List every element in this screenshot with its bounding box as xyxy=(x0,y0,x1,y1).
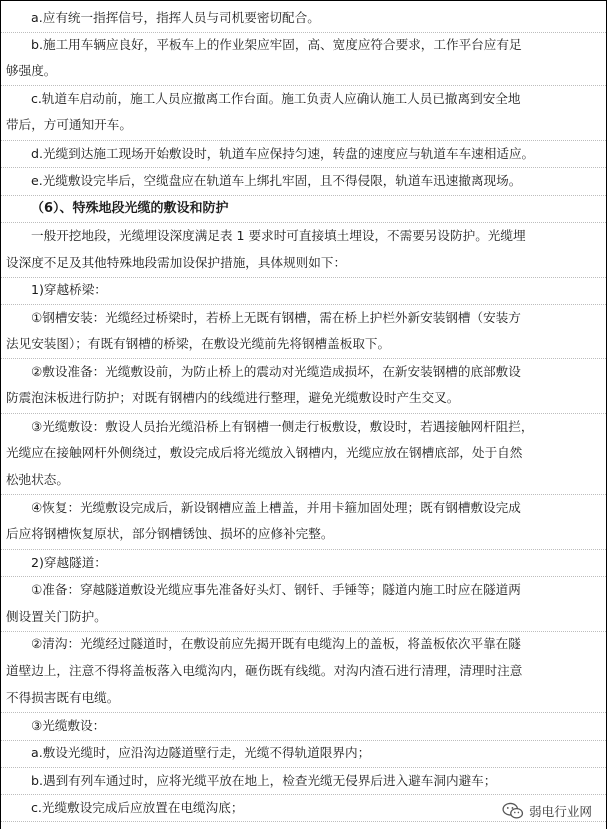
subsection-heading: 2)穿越隧道： xyxy=(31,555,107,570)
line-rule xyxy=(1,712,606,713)
watermark-text: 弱电行业网 xyxy=(529,804,592,819)
line-rule xyxy=(1,576,606,577)
text-line: ②敷设准备：光缆敷设前，为防止桥上的震动对光缆造成损坏，在新安装钢槽的底部敷设 xyxy=(31,364,521,379)
line-rule xyxy=(1,140,606,141)
text-line: ②清沟：光缆经过隧道时，在敷设前应先揭开既有电缆沟上的盖板，将盖板依次平靠在隧 xyxy=(31,636,521,651)
text-line: ③光缆敷设：敷设人员抬光缆沿桥上有钢槽一侧走行板敷设，敷设时，若遇接触网杆阻拦， xyxy=(31,419,534,434)
text-line: 不得损害既有电缆。 xyxy=(6,690,120,705)
line-rule xyxy=(1,767,606,768)
line-rule xyxy=(1,821,606,822)
text-line: 防震泡沫板进行防护；对既有钢槽内的线缆进行整理，避免光缆敷设时产生交叉。 xyxy=(6,390,460,405)
line-rule xyxy=(1,794,606,795)
text-line: 设深度不足及其他特殊地段需加设保护措施，具体规则如下： xyxy=(6,255,347,270)
text-line: 松弛状态。 xyxy=(6,472,69,487)
text-line: b.遇到有列车通过时，应将光缆平放在地上，检查光缆无侵界后进入避车洞内避车； xyxy=(31,773,497,788)
watermark xyxy=(500,800,594,821)
line-rule xyxy=(1,222,606,223)
subsection-heading: ③光缆敷设： xyxy=(31,718,106,733)
text-line: 够强度。 xyxy=(6,63,57,78)
text-line: 光缆应在接触网杆外侧绕过，敷设完成后将光缆放入钢槽内，光缆应放在钢槽底部，处于自然 xyxy=(6,445,523,460)
text-line: ①准备：穿越隧道敷设光缆应事先准备好头灯、钢钎、手锤等；隧道内施工时应在隧道两 xyxy=(31,582,521,597)
text-line: d.光缆到达施工现场开始敷设时，轨道车应保持匀速，转盘的速度应与轨道车车速相适应。 xyxy=(31,146,535,161)
text-line: a.敷设光缆时，应沿沟边隧道壁行走，光缆不得轨道限界内； xyxy=(31,745,371,760)
text-line: ④恢复：光缆敷设完成后，新设钢槽应盖上槽盖，并用卡箍加固处理；既有钢槽敷设完成 xyxy=(31,500,521,515)
text-line: 一般开挖地段，光缆埋设深度满足表 1 要求时可直接填土埋设，不需要另设防护。光缆埋 xyxy=(31,228,526,243)
text-line: c.轨道车启动前，施工人员应撤离工作台面。施工负责人应确认施工人员已撤离到安全地 xyxy=(31,91,521,106)
line-rule xyxy=(1,358,606,359)
text-line: c.光缆敷设完成后应放置在电缆沟底； xyxy=(31,800,244,815)
line-rule xyxy=(1,549,606,550)
line-rule xyxy=(1,167,606,168)
subsection-heading: 1)穿越桥梁： xyxy=(31,282,107,297)
text-line: ①钢槽安装：光缆经过桥梁时，若桥上无既有钢槽，需在桥上护栏外新安装钢槽（安装方 xyxy=(31,310,521,325)
section-heading: （6）、特殊地段光缆的敷设和防护 xyxy=(31,201,229,216)
line-rule xyxy=(1,32,606,33)
text-line: 后应将钢槽恢复原状，部分钢槽锈蚀、损坏的应修补完整。 xyxy=(6,526,334,541)
line-rule xyxy=(1,195,606,196)
line-rule xyxy=(1,740,606,741)
line-rule xyxy=(1,631,606,632)
text-line: a.应有统一指挥信号，指挥人员与司机要密切配合。 xyxy=(31,10,320,25)
line-rule xyxy=(1,413,606,414)
text-line: e.光缆敷设完毕后，空缆盘应在轨道车上绑扎牢固，且不得侵限，轨道车迅速撤离现场。 xyxy=(31,173,522,188)
text-line: 道壁边上，注意不得将盖板落入电缆沟内，砸伤既有线缆。对沟内渣石进行清理，清理时注意 xyxy=(6,663,523,678)
text-line: 侧设置关门防护。 xyxy=(6,609,107,624)
text-line: 法见安装图）；有既有钢槽的桥梁，在敷设光缆前先将钢槽盖板取下。 xyxy=(6,336,391,351)
line-rule xyxy=(1,85,606,86)
line-rule xyxy=(1,277,606,278)
text-line: b.施工用车辆应良好，平板车上的作业架应牢固，高、宽度应符合要求，工作平台应有足 xyxy=(31,37,522,52)
wechat-icon xyxy=(502,802,524,820)
line-rule xyxy=(1,304,606,305)
line-rule xyxy=(1,494,606,495)
text-line: 带后，方可通知开车。 xyxy=(6,117,132,132)
